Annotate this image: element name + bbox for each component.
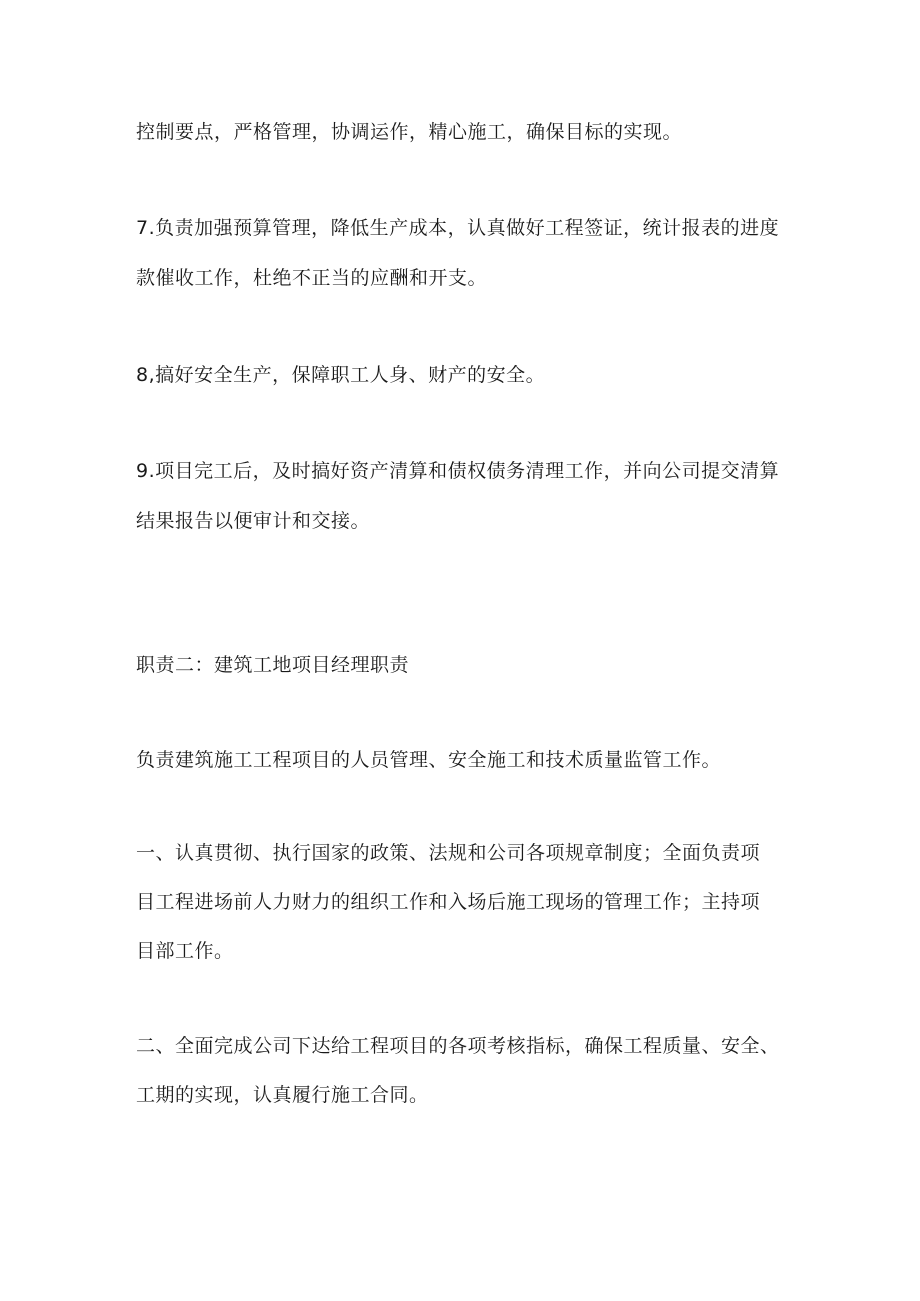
section-summary-line: 负责建筑施工工程项目的人员管理、安全施工和技术质量监管工作。 [136, 749, 722, 771]
item-two-line-1: 二、全面完成公司下达给工程项目的各项考核指标，确保工程质量、安全、 [136, 1035, 780, 1057]
item-8-line: 8,搞好安全生产，保障职工人身、财产的安全。 [136, 364, 546, 386]
item-one-line-1: 一、认真贯彻、执行国家的政策、法规和公司各项规章制度；全面负责项 [136, 842, 761, 864]
item-7-line-2: 款催收工作，杜绝不正当的应酬和开支。 [136, 267, 488, 289]
paragraph-line-control-points: 控制要点，严格管理，协调运作，精心施工，确保目标的实现。 [136, 121, 683, 143]
item-7-line-1: 7.负责加强预算管理，降低生产成本，认真做好工程签证，统计报表的进度 [136, 217, 780, 239]
section-heading: 职责二：建筑工地项目经理职责 [136, 654, 410, 676]
item-9-line-1: 9.项目完工后，及时搞好资产清算和债权债务清理工作，并向公司提交清算 [136, 460, 780, 482]
item-9-line-2: 结果报告以便审计和交接。 [136, 510, 371, 532]
item-one-line-3: 目部工作。 [136, 940, 234, 962]
item-one-line-2: 目工程进场前人力财力的组织工作和入场后施工现场的管理工作；主持项 [136, 891, 761, 913]
item-two-line-2: 工期的实现，认真履行施工合同。 [136, 1084, 429, 1106]
